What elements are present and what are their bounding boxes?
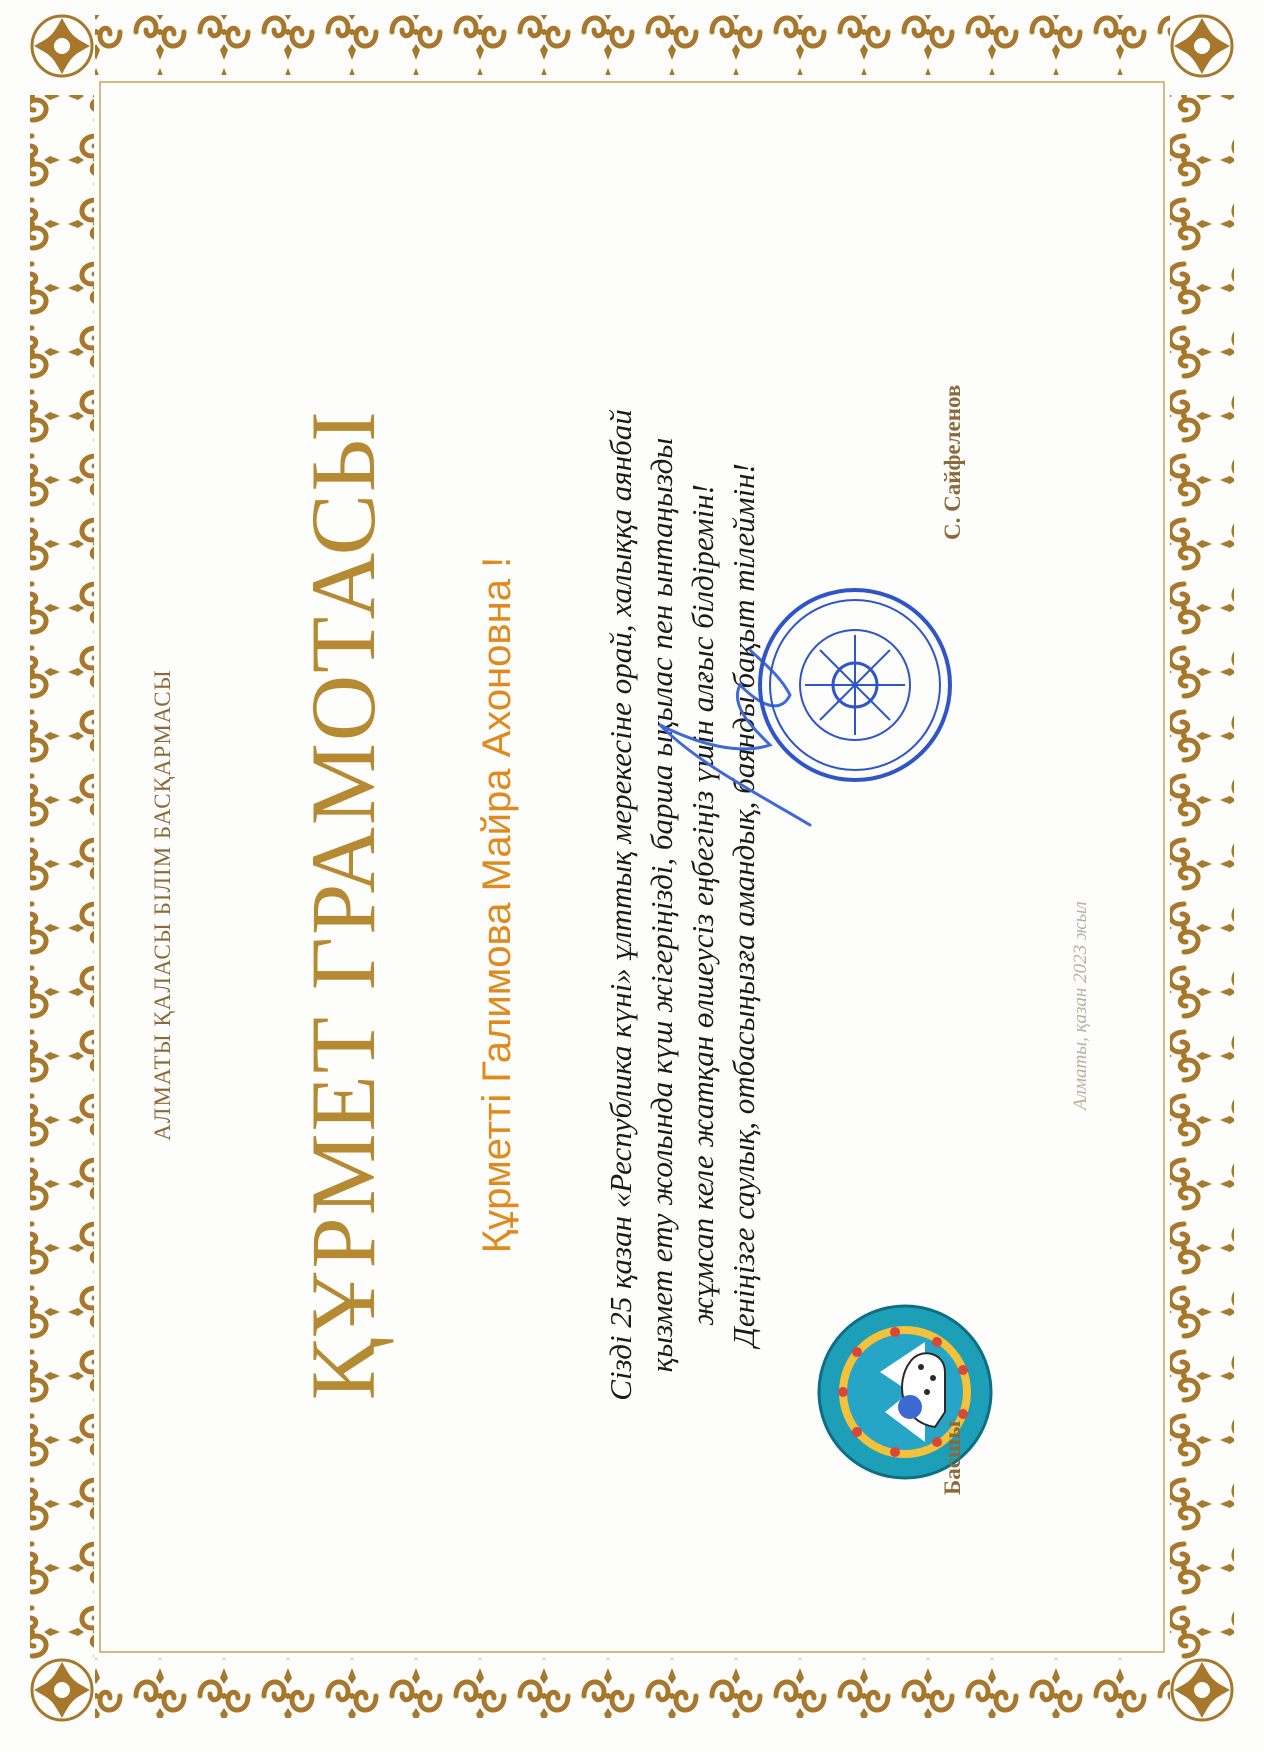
organization-name: АЛМАТЫ ҚАЛАСЫ БІЛІМ БАСҚАРМАСЫ — [150, 669, 175, 1141]
body-line: Деніңізге саулық, отбасыңызға амандық, баянды бақыт тілеймін! — [726, 463, 761, 1347]
certificate-title: ҚҰРМЕТ ГРАМОТАСЫ — [292, 409, 394, 1401]
body-line: Сізді 25 қазан «Республика күні» ұлттық мерекесіне орай, халыққа аянбай — [603, 409, 638, 1401]
almaty-emblem-icon — [815, 1302, 995, 1482]
recipient-name: Құрметті Галимова Майра Ахоновна ! — [475, 556, 519, 1254]
signatory-title: Басшы — [940, 1420, 965, 1495]
signatory-name: С. Сайфеленов — [940, 384, 965, 540]
certificate-body — [600, 160, 764, 1650]
body-line: жұмсап келе жатқан өлшеусіз еңбегіңіз үшін алғыс білдіремін! — [685, 484, 720, 1326]
city-date: Алматы, қазан 2023 жыл — [1070, 901, 1091, 1110]
body-line: қызмет ету жолында күш жігеріңізді, барша ықылас пен ынтаңызды — [644, 437, 679, 1373]
official-stamp-icon — [750, 585, 960, 785]
certificate-content — [110, 140, 1170, 1670]
